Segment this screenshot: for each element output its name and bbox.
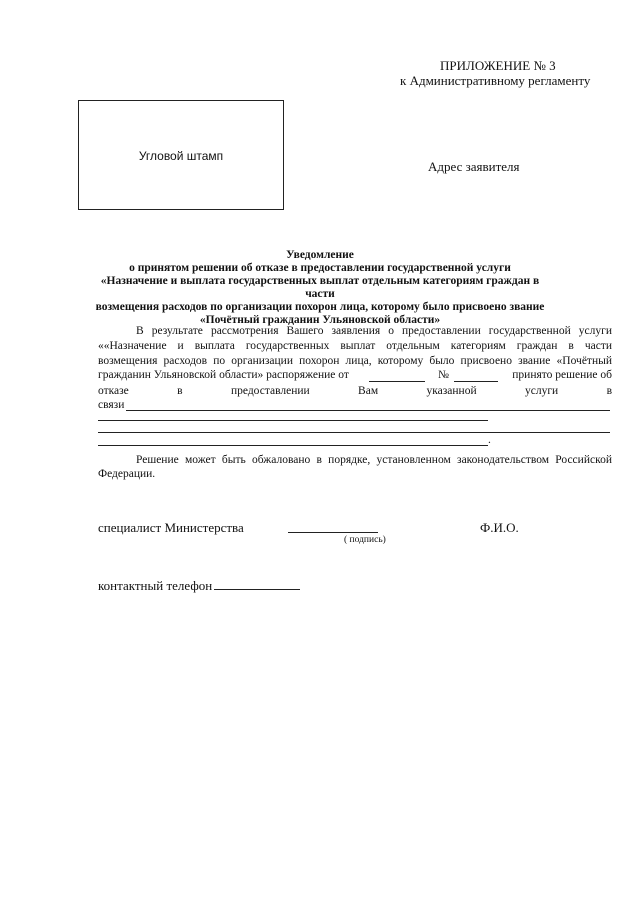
specialist-label: специалист Министерства [98,520,244,535]
reason-field-blank[interactable] [98,432,610,433]
notice-title-line: «Почётный гражданин Ульяновской области» [199,314,441,326]
contact-phone-blank[interactable] [214,589,300,590]
notice-title: Уведомление [286,249,354,261]
body-line-2: ««Назначение и выплата государственных выплат отдельным категориям граждан в части [98,340,612,352]
signature-field-blank[interactable] [288,532,378,533]
fio-label: Ф.И.О. [480,520,519,535]
body-line-6-label: связи [98,399,125,411]
number-sign: № [438,369,449,381]
appeal-line-2: Федерации. [98,468,156,480]
notice-title-line: о принятом решении об отказе в предоставлении государственной услуги [129,262,511,274]
body-line-4 [98,369,612,384]
reason-end-period: . [488,434,491,446]
body-line-3: возмещения расходов по организации похорон лица, которому было присвоено звание «Почётный [98,355,612,367]
applicant-address-label: Адрес заявителя [428,159,520,174]
reason-field-blank[interactable] [98,420,488,421]
body-line-1: В результате рассмотрения Вашего заявления о предоставлении государственной услуги [136,325,612,337]
notice-title-line: «Назначение и выплата государственных выплат отдельным категориям граждан в части [100,275,540,300]
notice-title-line: возмещения расходов по организации похорон лица, которому было присвоено звание [95,301,545,313]
body-line-4-end: принято решение об [512,369,612,381]
number-field-blank[interactable] [454,381,498,382]
reason-field-blank[interactable] [126,410,610,411]
body-line-5: отказе в предоставлении Вам указанной услуги в [98,385,612,397]
appendix-title: ПРИЛОЖЕНИЕ № 3 [440,58,556,73]
notice-title-block [95,249,545,327]
appeal-line-1: Решение может быть обжаловано в порядке, установленном законодательством Российской [136,454,612,466]
appendix-header [400,58,600,88]
date-field-blank[interactable] [369,381,425,382]
contact-phone-label: контактный телефон [98,578,213,593]
body-line-4-text: гражданин Ульяновской области» распоряжение от [98,369,349,381]
corner-stamp-label: Угловой штамп [138,149,224,163]
reason-field-blank[interactable] [98,445,488,446]
signature-caption: ( подпись) [344,535,386,545]
appendix-subtitle: к Административному регламенту [400,73,591,88]
